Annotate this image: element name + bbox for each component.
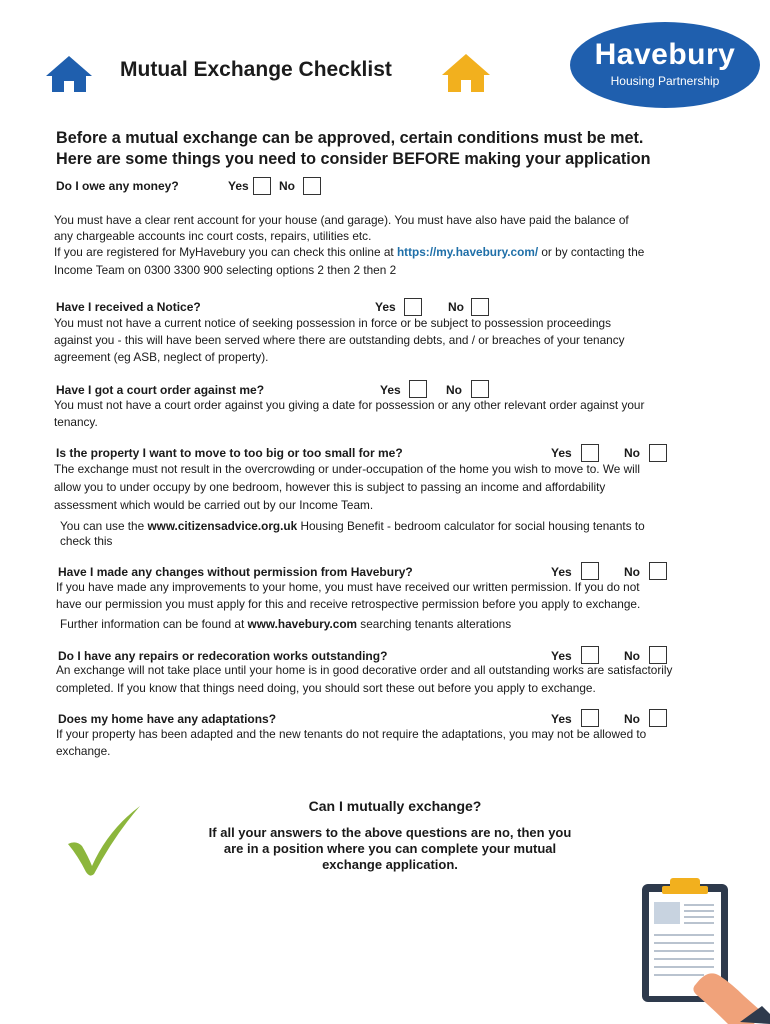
question-owe-money: Do I owe any money? [56, 179, 179, 193]
q5-text-1: If you have made any improvements to your home, you must have received our written permission. If you do not [56, 580, 640, 594]
yes-label: Yes [551, 446, 572, 460]
summary-line-1: If all your answers to the above questions are no, then you [208, 825, 572, 840]
q3-yes-checkbox[interactable] [409, 380, 427, 398]
q4-text-1: The exchange must not result in the overcrowding or under-occupation of the home you wish to move to. We will [54, 462, 640, 476]
summary-text [180, 825, 600, 873]
havebury-logo [570, 22, 760, 108]
q4-no-checkbox[interactable] [649, 444, 667, 462]
summary-line-3: exchange application. [322, 857, 458, 872]
q4-text-4b: Housing Benefit - bedroom calculator for social housing tenants to [297, 519, 645, 533]
page-title: Mutual Exchange Checklist [120, 58, 392, 81]
q7-yes-checkbox[interactable] [581, 709, 599, 727]
no-label: No [624, 649, 640, 663]
q4-text-4 [60, 518, 645, 536]
checkmark-icon [64, 800, 144, 880]
q3-no-checkbox[interactable] [471, 380, 489, 398]
q2-yes-checkbox[interactable] [404, 298, 422, 316]
q6-text-1: An exchange will not take place until your home is in good decorative order and all outstanding works are satisfactorily [56, 663, 673, 677]
q5-no-checkbox[interactable] [649, 562, 667, 580]
yes-label: Yes [551, 712, 572, 726]
q5-yes-checkbox[interactable] [581, 562, 599, 580]
summary-heading: Can I mutually exchange? [308, 798, 482, 814]
q6-text-2: completed. If you know that things need doing, you should sort these out before you apply to exchange. [56, 681, 596, 695]
q7-text-1: If your property has been adapted and the new tenants do not require the adaptations, you may not be allowed to [56, 727, 647, 741]
question-changes: Have I made any changes without permission from Havebury? [58, 565, 413, 579]
intro-line-2: Here are some things you need to consider BEFORE making your application [56, 150, 651, 168]
q1-text-1: You must have a clear rent account for your house (and garage). You must have also have paid the balance of [54, 213, 629, 227]
logo-name: Havebury [594, 38, 736, 71]
q2-text-1: You must not have a current notice of seeking possession in force or be subject to possession proceedings [54, 316, 611, 330]
intro [56, 128, 736, 170]
house-icon-yellow [440, 52, 492, 94]
q4-text-4a: You can use the [60, 519, 148, 533]
question-court-order: Have I got a court order against me? [56, 383, 265, 397]
question-notice: Have I received a Notice? [56, 300, 201, 314]
yes-label: Yes [380, 383, 401, 397]
q2-text-3: agreement (eg ASB, neglect of property). [54, 350, 269, 364]
q5-text-3a: Further information can be found at [60, 617, 248, 631]
q5-text-2: have our permission you must apply for this and receive retrospective permission before you apply to exchange. [56, 597, 641, 611]
yes-label: Yes [551, 649, 572, 663]
no-label: No [624, 712, 640, 726]
q4-yes-checkbox[interactable] [581, 444, 599, 462]
yes-label: Yes [375, 300, 396, 314]
question-property-size: Is the property I want to move to too big or too small for me? [56, 446, 403, 460]
q1-text-3b: or by contacting the [538, 245, 645, 259]
yes-label: Yes [551, 565, 572, 579]
myhavebury-link[interactable]: https://my.havebury.com/ [396, 245, 539, 259]
no-label: No [624, 446, 640, 460]
logo-subtitle: Housing Partnership [610, 74, 720, 88]
no-label: No [279, 179, 295, 193]
q7-text-2: exchange. [56, 744, 111, 758]
q4-text-5: check this [60, 534, 113, 548]
q5-text-3 [60, 616, 511, 634]
q1-text-2: any chargeable accounts inc court costs, repairs, utilities etc. [54, 229, 372, 243]
q1-no-checkbox[interactable] [303, 177, 321, 195]
no-label: No [448, 300, 464, 314]
q3-text-1: You must not have a court order against you giving a date for possession or any other relevant order against your [54, 398, 645, 412]
q1-text-4: Income Team on 0300 3300 900 selecting options 2 then 2 then 2 [54, 263, 397, 277]
house-icon-blue [44, 54, 94, 94]
q1-text-3a: If you are registered for MyHavebury you can check this online at [54, 245, 397, 259]
q4-text-2: allow you to under occupy by one bedroom, however this is subject to passing an income and affordability [54, 480, 606, 494]
q4-text-3: assessment which would be carried out by our Income Team. [54, 498, 374, 512]
intro-line-1: Before a mutual exchange can be approved, certain conditions must be met. [56, 129, 644, 147]
summary-line-2: are in a position where you can complete your mutual [223, 841, 557, 856]
no-label: No [624, 565, 640, 579]
q1-yes-checkbox[interactable] [253, 177, 271, 195]
question-repairs: Do I have any repairs or redecoration works outstanding? [58, 649, 388, 663]
q2-text-2: against you - this will have been served where there are outstanding debts, and / or breaches of your tenancy [54, 333, 625, 347]
q5-text-3b: searching tenants alterations [357, 617, 512, 631]
q3-text-2: tenancy. [54, 415, 98, 429]
citizens-advice-link[interactable]: www.citizensadvice.org.uk [147, 519, 298, 533]
q2-no-checkbox[interactable] [471, 298, 489, 316]
q7-no-checkbox[interactable] [649, 709, 667, 727]
question-adaptations: Does my home have any adaptations? [58, 712, 277, 726]
no-label: No [446, 383, 462, 397]
havebury-link[interactable]: www.havebury.com [247, 617, 358, 631]
yes-label: Yes [228, 179, 249, 193]
q1-text-3 [54, 244, 644, 262]
clipboard-icon [636, 872, 770, 1024]
